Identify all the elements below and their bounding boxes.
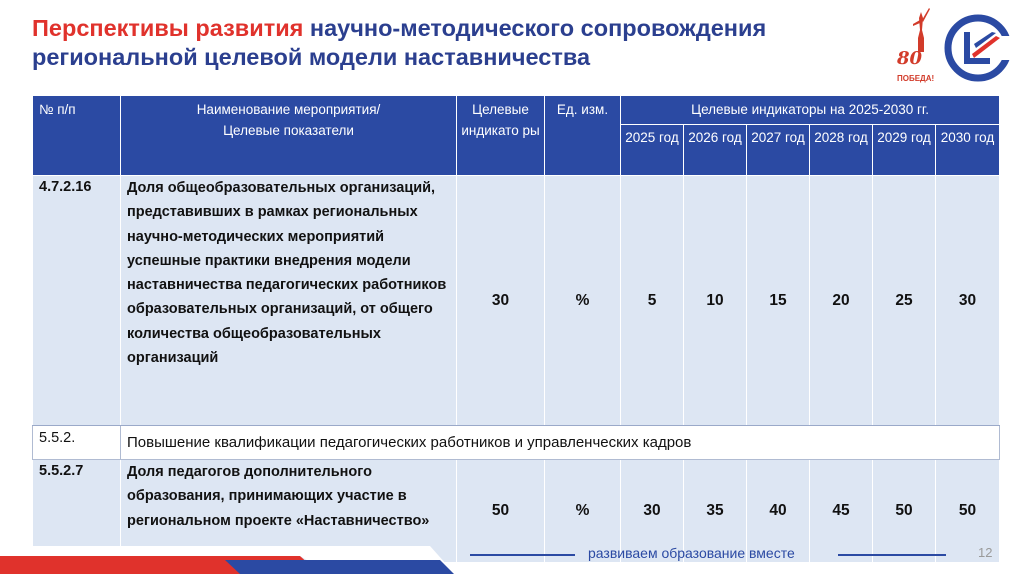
row-target: 30 [457, 176, 545, 426]
row-name: Доля педагогов дополнительного образования, принимающих участие в региональном проекте «Наставничество» [121, 460, 457, 563]
header-name: Наименование мероприятия/ Целевые показатели [121, 96, 457, 176]
motherland-monument-icon [911, 8, 931, 52]
row-value: 30 [621, 460, 684, 563]
header-unit: Ед. изм. [545, 96, 621, 176]
header-row [33, 96, 1000, 125]
institute-logo-icon [944, 14, 1012, 82]
year-header: 2027 год [747, 125, 810, 176]
row-value: 25 [873, 176, 936, 426]
header-target: Целевые индикато ры [457, 96, 545, 176]
year-header: 2029 год [873, 125, 936, 176]
row-value: 50 [873, 460, 936, 563]
year-header: 2028 год [810, 125, 873, 176]
row-code: 5.5.2.7 [33, 460, 121, 563]
row-section-title: Повышение квалификации педагогических работников и управленческих кадров [121, 426, 1000, 460]
victory-text: ПОБЕДА! [897, 74, 935, 83]
header-indicators: Целевые индикаторы на 2025-2030 гг. [621, 96, 1000, 125]
table-row [33, 426, 1000, 460]
header-num: № п/п [33, 96, 121, 176]
row-value: 40 [747, 460, 810, 563]
row-name: Доля общеобразовательных организаций, представивших в рамках региональных научно-методических мероприятий успешные практики внедрения модели наставничества педагогических работников образовательных организаций, от общего количества общеобразовательных организаций [121, 176, 457, 426]
row-value: 15 [747, 176, 810, 426]
title-line2: региональной целевой модели наставничества [32, 44, 591, 70]
row-value: 30 [936, 176, 1000, 426]
title-highlight: Перспективы развития [32, 15, 304, 41]
row-code: 5.5.2. [33, 426, 121, 460]
year-header: 2026 год [684, 125, 747, 176]
row-value: 20 [810, 176, 873, 426]
row-code: 4.7.2.16 [33, 176, 121, 426]
year-header: 2025 год [621, 125, 684, 176]
page-title [32, 14, 862, 72]
row-target: 50 [457, 460, 545, 563]
victory-80-logo [897, 8, 943, 88]
footer-line-right [838, 554, 946, 556]
row-value: 50 [936, 460, 1000, 563]
footer-slogan: развиваем образование вместе [588, 545, 795, 561]
row-value: 5 [621, 176, 684, 426]
row-value: 35 [684, 460, 747, 563]
row-unit: % [545, 460, 621, 563]
page-number: 12 [978, 545, 993, 560]
indicators-table [32, 95, 1000, 563]
row-value: 10 [684, 176, 747, 426]
year-header: 2030 год [936, 125, 1000, 176]
table-row [33, 176, 1000, 426]
footer-stripes [0, 546, 470, 574]
row-unit: % [545, 176, 621, 426]
footer-line-left [470, 554, 575, 556]
victory-number: 80 [897, 48, 923, 69]
title-rest: научно-методического сопровождения [303, 15, 767, 41]
row-value: 45 [810, 460, 873, 563]
